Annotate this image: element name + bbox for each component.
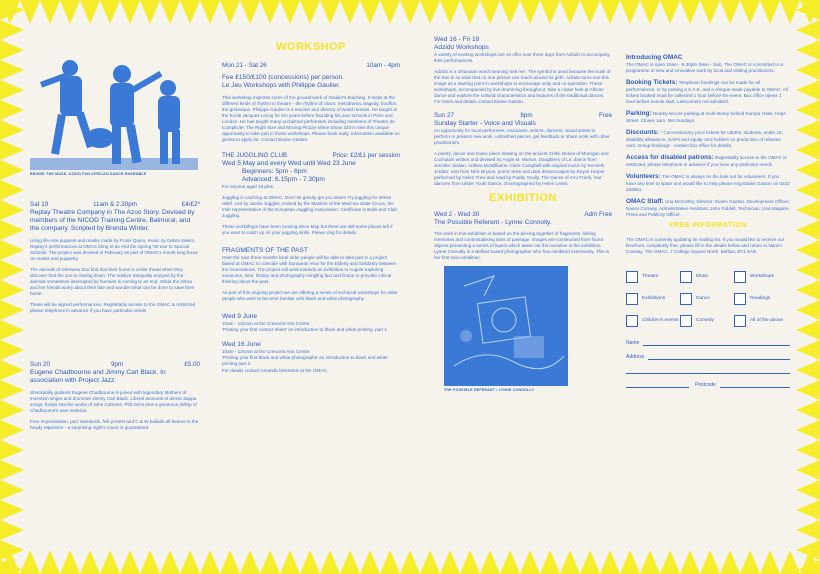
info-paragraph: Regrettably access to the OMAC is restricted, please telephone in advance if you have any particular needs.: [626, 155, 787, 167]
checkbox-dance[interactable]: Dance: [680, 288, 734, 310]
exhibition-photo: [444, 266, 568, 386]
column-3: [434, 36, 612, 393]
event-paragraph: These will be signed performances. Regrettably access to the OMAC is restricted please telephone in advance if you have particular needs.: [30, 302, 196, 313]
checkbox-music[interactable]: Music: [680, 266, 734, 288]
event-paragraph: 'Printing your first black and white photographs' an introduction to black and white printing part 2.: [222, 355, 388, 366]
info-paragraph: Nearby secure parking at multi-storey behind Europa Hotel, Hope Street. Closes 1am. Not Sundays.: [626, 111, 786, 123]
info-paragraph: Telephone bookings can be made for all performances, or by posting a S.A.E. and a cheque made payable to OMAC. All tickets booked must be collected 1 hour before the event. Box office opens 1 hour before events start. Latecomers not admitted.: [626, 80, 788, 104]
event-header: [222, 152, 400, 160]
event-paragraph: An opportunity for local performers, musicians, writers, dancers, visual artists to perform or present new work, unfinished pieces, get feedback or share work with other practitioners.: [434, 128, 610, 145]
event-paragraph: Using life-size puppets and masks made by Frank Quinn, music by Debra Salem, Replay's performances at OMAC bring to an end the Spring '90 tour to Special Schools. The project was devised in February as part of OMAC's month long focus on masks and puppetry.: [30, 238, 198, 261]
event-price: Price: £2/£1 per session: [332, 152, 400, 159]
event-paragraph: This workshop explores some of the ground work of Gaulier's teaching. It looks at the different kinds of rhythm in theatre - the rhythm of clown, melodrama, tragedy, bouffon, the grotesque. Philippe Gaulier is a teacher and director of world renown. He taught at the Ecole Jacques Lecoq for ten years before founding his own schools in Paris and London. He has taught many acclaimed performers including members of Theatre de Complicite, The Right Size and Moving Picture Mime Show. Don't miss this unique opportunity to take part in these workshops. Please book early. Information available on grants to apply for. Contact Elaine Gaston.: [222, 95, 400, 142]
address-field[interactable]: Address: [626, 346, 790, 360]
event-title: FRAGMENTS OF THE PAST: [222, 247, 308, 254]
event-time: Beginners: 5pm - 6pm: [242, 168, 307, 175]
info-heading: Booking Tickets:: [626, 79, 678, 86]
event-header: [30, 201, 200, 209]
event-paragraph: A poetry, dance and music piece drawing on the ancient Celtic stories of Morrigan and Cuchulain written and devised by Angie M. Morton, Daughters of Lir, dance from Jennifer Jordan, Anthea McWilliams, Clare Campbell with original music by Kenneth Jordan; solo from Nick Bryson; poetic texts and dark dreamscapes by Royce Harper performed by Helen Trew and read by Paddy Scully, The Dance of Amr Frank, four dancers from Ulster Youth Dance, choreographed by Helen Lewis.: [434, 151, 609, 186]
interest-checkboxes: [626, 266, 790, 332]
checkbox-exhibitions[interactable]: Exhibitions: [626, 288, 680, 310]
event-time: 10am - 12noon at the Crescent Arts Centre: [222, 321, 310, 326]
info-paragraph: Una McCarthy, Director; Elaine Gaston, Development Officer; Naomi Conway, Administrative Assistant; John Riddell, Technician; Una Maguire, Press and Publicity Officer.: [626, 199, 790, 217]
checkbox-box[interactable]: [680, 315, 692, 327]
address-underline[interactable]: [626, 381, 689, 388]
column-4: [626, 36, 790, 388]
event-price: £4/£2*: [181, 201, 200, 208]
postcode-field[interactable]: Postcode: [626, 374, 790, 388]
info-heading: OMAC Staff:: [626, 198, 664, 205]
event-paragraph: A variety of exciting workshops are on offer over three days from Adzido to accompany their performances.: [434, 52, 610, 63]
event-price: Adm Free: [584, 211, 612, 218]
event-date: Wed 16 - Fri 18: [434, 36, 480, 43]
event-paragraph: Over the next three months local older people will be able to take part in a project based at OMAC to coincide with European Year for the Elderly and Solidarity between the Generations. The project will work towards an exhibition in August exploring museums, time, history and photography mingling fact and fiction to provoke critical thinking about the past.: [222, 255, 397, 284]
brochure-page: [30, 36, 790, 544]
event-title: Adzido Workshops: [434, 44, 489, 51]
info-heading: Volunteers:: [626, 173, 661, 180]
address-underline[interactable]: [648, 353, 790, 360]
event-paragraph: The animals of Glenview Zoo find that their home is under threat when they discover that the zoo is closing down. The relative tranquility enjoyed by the animals sometimes interrupted by humans is coming to an end. Zelda the zebra and her friends worry about their fate and wonder what can be done to save their home.: [30, 267, 195, 296]
event-title: THE JUGGLING CLUB: [222, 152, 288, 159]
info-paragraph: The OMAC is open 10am - 5.30pm (Mon - Sat). The OMAC is committed to a programme of new and innovative work by local and visiting practitioners.: [626, 62, 783, 73]
section-heading-exhibition: EXHIBITION: [489, 192, 557, 204]
event-date: Wed 16 June: [222, 341, 261, 348]
event-time: 9pm: [110, 361, 124, 368]
event-paragraph: 'Printing your first contact sheet' an introduction to black and white printing. part 1.: [222, 327, 389, 332]
event-title: Sunday Starter - Voice and Visuals: [434, 120, 536, 127]
event-header: [30, 361, 200, 369]
column-1: [30, 36, 200, 436]
event-title: Le Jeu Workshops with Philippe Gaulier.: [222, 82, 340, 89]
event-header: [434, 211, 612, 219]
name-underline[interactable]: [643, 339, 790, 346]
exhibition-artwork: [444, 266, 568, 386]
event-title: The Possible Referent - Lynne Connolly.: [434, 219, 552, 226]
info-heading: Discounts:: [626, 129, 660, 136]
section-heading-workshop: WORKSHOP: [276, 41, 346, 53]
event-header: [434, 112, 612, 120]
event-date: Mon 21 - Sat 26: [222, 62, 267, 69]
event-paragraph: These workshops have been running since May but there are still some places left if you want to catch up on your juggling skills. Please ring for details.: [222, 224, 393, 235]
event-dates: Wed 5 May and every Wed until Wed 23 June: [222, 160, 356, 167]
checkbox-theatre[interactable]: Theatre: [626, 266, 680, 288]
event-paragraph: Shockabilly guitarist Eugene Chadbourne is joined with legendary Mothers of Invention singer and drummer Jimmy Carl Black. Liberal amounts of dense Zappa songs, forays into the works of John Coltrane, Phil Ochs plus a generous dollop of Chadbourne's own material.: [30, 390, 197, 413]
info-heading: Parking:: [626, 110, 652, 117]
event-price: Fee £150/£100 (concessions) per person.: [222, 74, 345, 81]
info-heading: Access for disabled patrons:: [626, 154, 714, 161]
event-paragraph: The work in this exhibition is based on the piecing together of fragments, linking memories and contextualising sites of passage. Images are constructed from found objects presenting a series of layers which tease out the narrative in the exhibition. Lynne Connolly is a Belfast based photographer who has exhibited extensively. This is her first solo exhibition.: [434, 231, 610, 260]
name-field[interactable]: Name: [626, 332, 790, 346]
event-title: Replay Theatre Company in The Azoo Story. Devised by members of the NICOD Training Centre, Balmoral, and the company. Scripted by Brenda Winter.: [30, 209, 195, 232]
photo-caption: THE POSSIBLE REFERANT / LYNNE CONNOLLY: [444, 388, 535, 392]
event-paragraph: As part of this ongoing project we are offering a series of technical workshops for older people who wish to become familiar with black and white photography.: [222, 290, 398, 301]
event-time: 11am & 2.30pm: [93, 201, 137, 208]
checkbox-childrens-events[interactable]: Children's events: [626, 310, 680, 332]
section-heading-free-information: FREE INFORMATION: [669, 222, 747, 229]
info-paragraph: The OMAC is always on the look out for volunteers. If you have any time to spare and would like to help please ring Elaine Gaston on 0232 233651.: [626, 174, 790, 192]
address-line-2[interactable]: [626, 360, 790, 374]
checkbox-all[interactable]: All of the above: [734, 310, 788, 332]
checkbox-box[interactable]: [734, 315, 746, 327]
event-price: £5.00: [184, 361, 200, 368]
event-header: [222, 62, 400, 70]
checkbox-comedy[interactable]: Comedy: [680, 310, 734, 332]
event-note: For anyone aged 16 plus.: [222, 184, 275, 189]
checkbox-box[interactable]: [734, 271, 746, 283]
checkbox-box[interactable]: [680, 271, 692, 283]
info-paragraph: * Concessionary price tickets for UB40s, students, under 18, disability allowance, OAPs and equity card holders on production of relevant card. Group bookings - contact box office for details.: [626, 130, 783, 148]
event-time: 10am - 12noon at the Crescent Arts Centre: [222, 349, 310, 354]
event-date: Sat 19: [30, 201, 49, 208]
postcode-underline[interactable]: [720, 381, 790, 388]
event-time: Advanced: 6.15pm - 7.30pm: [242, 176, 325, 183]
dancers-silhouette: [30, 48, 198, 170]
event-date: Wed 9 June: [222, 313, 258, 320]
event-date: Wed 2 - Wed 30: [434, 211, 480, 218]
checkbox-box[interactable]: [734, 293, 746, 305]
event-time: 8pm: [520, 112, 533, 119]
event-paragraph: Free improvisation, jazz standards, folk protest and C & W ballads all feature in the heady repertoire - a surprising night's music is guaranteed.: [30, 419, 199, 430]
checkbox-box[interactable]: [626, 315, 638, 327]
event-date: Sun 27: [434, 112, 454, 119]
info-heading: Introducing OMAC: [626, 54, 683, 61]
checkbox-box[interactable]: [680, 293, 692, 305]
event-paragraph: Adzido is a Ghanaian word meaning 'ask me'. The symbol is used because the trunk of the tree is so wide that no one person can reach around its girth. Adzido turns one this image as a starting point in workshops to encourage unity and co-operation. These workshops, accompanied by live drumming throughout, take a closer look at African dance and explore the cultural characteristics and features of the traditional dances. For times and details contact Elaine Gaston.: [434, 69, 611, 104]
event-date: Sun 20: [30, 361, 50, 368]
column-2: [222, 36, 400, 379]
info-paragraph: The OMAC is currently updating its mailing list. If you would like to receive our brochure, completely free, please fill in the details below and return to Naomi Conway, The OMAC, 7 College Square North, Belfast, BT1 6AR.: [626, 237, 785, 254]
checkbox-box[interactable]: [626, 271, 638, 283]
checkbox-workshops[interactable]: Workshops: [734, 266, 788, 288]
address-underline[interactable]: [626, 367, 790, 374]
event-title: Eugene Chadbourne and Jimmy Carl Black. In association with Project Jazz.: [30, 369, 166, 384]
event-paragraph: Juggling is catching at OMAC. Don't let gravity get you down! Try juggling for stress relief. Led by Jackie Juggles, trained by the Masters of the Moscow State Circus, the Irish representative of the European Juggling Association, Certificate in Balls and Club Juggling.: [222, 195, 397, 218]
dance-photo: [30, 48, 198, 170]
checkbox-readings[interactable]: Readings: [734, 288, 788, 310]
event-note: For details contact Amanda McKittrick at the OMAC.: [222, 368, 328, 373]
event-time: 10am - 4pm: [366, 62, 400, 69]
event-price: Free: [599, 112, 612, 119]
photo-caption: BEHIND THE MASK. AZIDO PAN AFRICAN DANCE ENSEMBLE: [30, 172, 147, 176]
checkbox-box[interactable]: [626, 293, 638, 305]
